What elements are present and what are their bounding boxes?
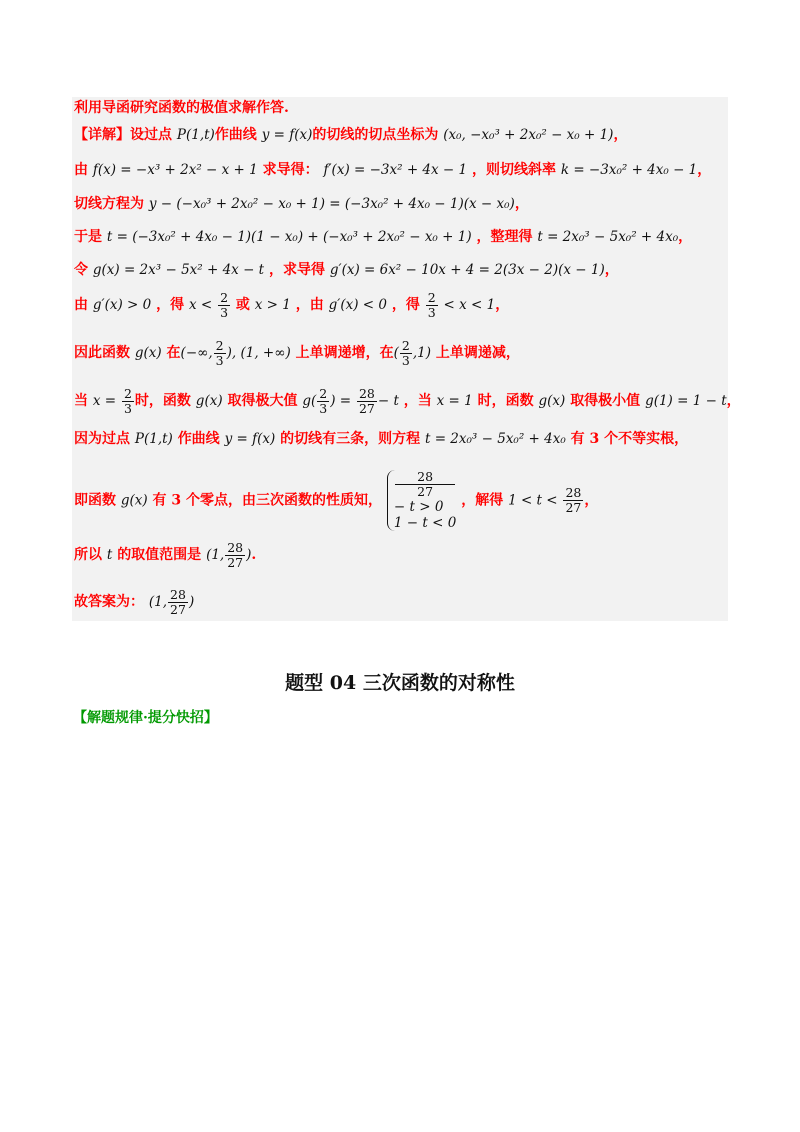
fraction-28-27: $\frac{28}{27}$ [358,385,375,416]
substitution-line: 于是 t = (−3x₀² + 4x₀ − 1)(1 − x₀) + (−x₀³ + 2x₀² − x₀ + 1) ，整理得 t = 2x₀³ − 5x₀² + 4x₀， [74,229,693,245]
zeros-system-line: 即函数 g(x) 有 3 个零点，由三次函数的性质知， 28 27 − t > 0 1 − t < 0 ，解得 1 < t < $\frac{28}{27}$ ， [74,469,599,531]
g-definition-line: 令 g(x) = 2x³ − 5x² + 4x − t ，求导得 g′(x) = 6x² − 10x + 4 = 2(3x − 2)(x − 1)， [74,262,619,278]
section-heading: 题型 04 三次函数的对称性 [285,672,515,694]
monotonic-interval-line: 因此函数 g(x) 在(−∞, $\frac{2}{3}$ ), (1, +∞) 上单调递增，在( $\frac{2}{3}$ ,1) 上单调递减， [74,337,520,368]
tip-tag: 【解题规律·提分快招】 [73,710,218,726]
range-line: 所以 t 的取值范围是 (1, $\frac{28}{27}$ ). [74,539,257,570]
fraction-two-thirds: $\frac{2}{3}$ [427,289,436,320]
fraction-28-27: $\frac{28}{27}$ [170,586,186,617]
tangent-equation-line: 切线方程为 y − (−x₀³ + 2x₀² − x₀ + 1) = (−3x₀² + 4x₀ − 1)(x − x₀)， [74,196,529,212]
fraction-28-27: $\frac{28}{27}$ [565,485,582,515]
fraction-two-thirds: $\frac{2}{3}$ [220,289,229,320]
fraction-28-27: $\frac{28}{27}$ [227,539,244,570]
answer-line: 故答案为： (1, $\frac{28}{27}$ ) [74,586,195,617]
inequality-system: 28 27 − t > 0 1 − t < 0 [387,470,456,531]
extreme-value-line: 当 x = $\frac{2}{3}$ 时，函数 g(x) 取得极大值 g( $\frac{2}{3}$ ) = $\frac{28}{27}$ − t ，当 x = 1 时，函数 g(x) 取得极小值 g(1) = 1 − t， [74,385,741,416]
fraction-two-thirds: $\frac{2}{3}$ [319,385,328,416]
three-tangents-line: 因为过点 P(1,t) 作曲线 y = f(x) 的切线有三条，则方程 t = 2x₀³ − 5x₀² + 4x₀ 有 3 个不等实根， [74,431,689,447]
fraction-28-27: 28 27 [395,470,455,499]
detail-line: 【详解】设过点 P(1,t)作曲线 y = f(x)的切线的切点坐标为 (x₀, −x₀³ + 2x₀² − x₀ + 1)， [74,127,628,143]
derivative-line: 由 f(x) = −x³ + 2x² − x + 1 求导得： f′(x) = −3x² + 4x − 1 ，则切线斜率 k = −3x₀² + 4x₀ − 1， [74,162,712,178]
fraction-two-thirds: $\frac{2}{3}$ [401,337,410,368]
solution-intro: 利用导函研究函数的极值求解作答. [74,100,289,116]
fraction-two-thirds: $\frac{2}{3}$ [215,337,224,368]
monotonic-condition-line: 由 g′(x) > 0 ，得 x < $\frac{2}{3}$ 或 x > 1 ，由 g′(x) < 0 ，得 $\frac{2}{3}$ < x < 1， [74,289,510,320]
fraction-two-thirds: $\frac{2}{3}$ [123,385,132,416]
